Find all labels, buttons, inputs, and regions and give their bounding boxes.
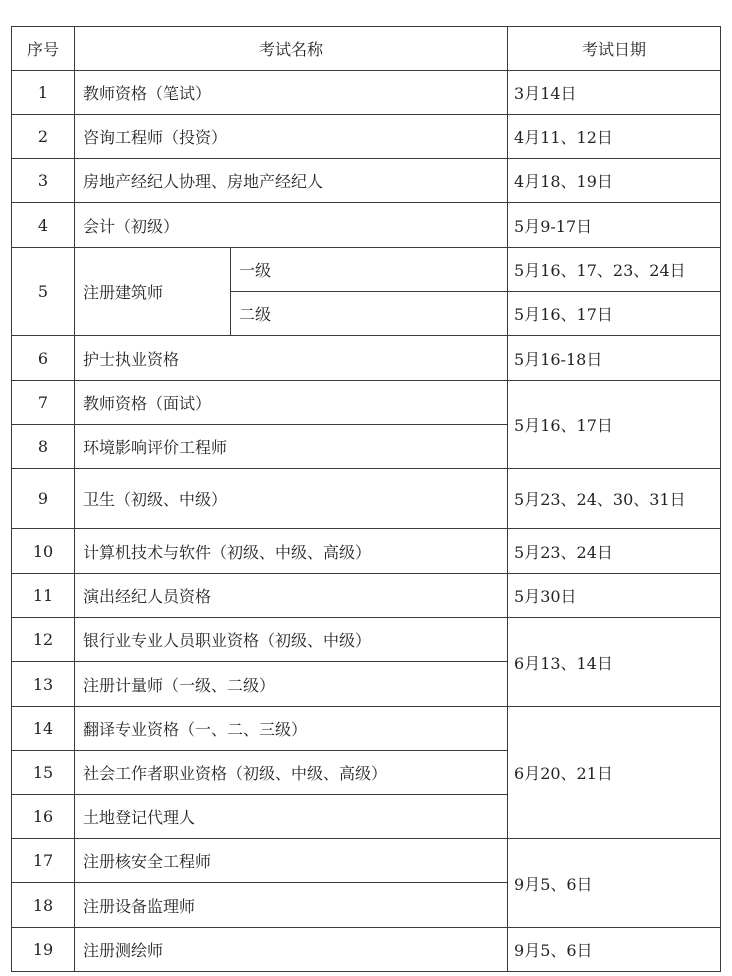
exam-date: 4月11、12日 [508,115,721,159]
exam-name: 银行业专业人员职业资格（初级、中级） [75,618,508,662]
exam-name: 环境影响评价工程师 [75,425,508,469]
row-seq: 5 [12,248,75,336]
exam-date: 3月14日 [508,71,721,115]
exam-name: 翻译专业资格（一、二、三级） [75,707,508,751]
row-seq: 3 [12,159,75,203]
table-row [12,839,721,883]
row-seq: 7 [12,381,75,425]
table-row [12,336,721,381]
row-seq: 2 [12,115,75,159]
table-row [12,381,721,425]
table-row [12,115,721,159]
row-seq: 4 [12,203,75,248]
exam-name: 土地登记代理人 [75,795,508,839]
table-row [12,707,721,751]
exam-name: 注册设备监理师 [75,883,508,928]
exam-date: 5月16、17日 [508,292,721,336]
exam-date: 5月16、17、23、24日 [508,248,721,292]
exam-name: 房地产经纪人协理、房地产经纪人 [75,159,508,203]
exam-name: 注册核安全工程师 [75,839,508,883]
exam-date: 6月13、14日 [508,618,721,707]
row-seq: 17 [12,839,75,883]
row-seq: 14 [12,707,75,751]
exam-name: 注册计量师（一级、二级） [75,662,508,707]
exam-schedule-table [11,26,721,972]
row-seq: 18 [12,883,75,928]
table-row [12,469,721,529]
exam-name: 卫生（初级、中级） [75,469,508,529]
exam-name: 计算机技术与软件（初级、中级、高级） [75,529,508,574]
exam-name: 教师资格（笔试） [75,71,508,115]
exam-level: 二级 [231,292,508,336]
row-seq: 9 [12,469,75,529]
header-exam-name: 考试名称 [75,27,508,71]
header-seq: 序号 [12,27,75,71]
exam-level: 一级 [231,248,508,292]
header-row [12,27,721,71]
table-row [12,71,721,115]
exam-name: 注册测绘师 [75,928,508,972]
exam-date: 5月16、17日 [508,381,721,469]
row-seq: 11 [12,574,75,618]
row-seq: 13 [12,662,75,707]
exam-name: 会计（初级） [75,203,508,248]
exam-name: 教师资格（面试） [75,381,508,425]
exam-date: 5月16-18日 [508,336,721,381]
exam-date: 4月18、19日 [508,159,721,203]
exam-date: 5月9-17日 [508,203,721,248]
row-seq: 15 [12,751,75,795]
exam-date: 5月30日 [508,574,721,618]
table-row [12,248,721,292]
exam-date: 6月20、21日 [508,707,721,839]
table-row [12,574,721,618]
exam-name: 社会工作者职业资格（初级、中级、高级） [75,751,508,795]
row-seq: 12 [12,618,75,662]
table-row [12,203,721,248]
exam-name: 咨询工程师（投资） [75,115,508,159]
row-seq: 16 [12,795,75,839]
table-row [12,618,721,662]
exam-name: 注册建筑师 [75,248,231,336]
exam-name: 护士执业资格 [75,336,508,381]
exam-date: 9月5、6日 [508,928,721,972]
row-seq: 8 [12,425,75,469]
row-seq: 10 [12,529,75,574]
table-row [12,529,721,574]
row-seq: 1 [12,71,75,115]
row-seq: 19 [12,928,75,972]
header-exam-date: 考试日期 [508,27,721,71]
exam-date: 5月23、24日 [508,529,721,574]
table-row [12,928,721,972]
exam-date: 9月5、6日 [508,839,721,928]
exam-name: 演出经纪人员资格 [75,574,508,618]
exam-date: 5月23、24、30、31日 [508,469,721,529]
table-row [12,159,721,203]
row-seq: 6 [12,336,75,381]
